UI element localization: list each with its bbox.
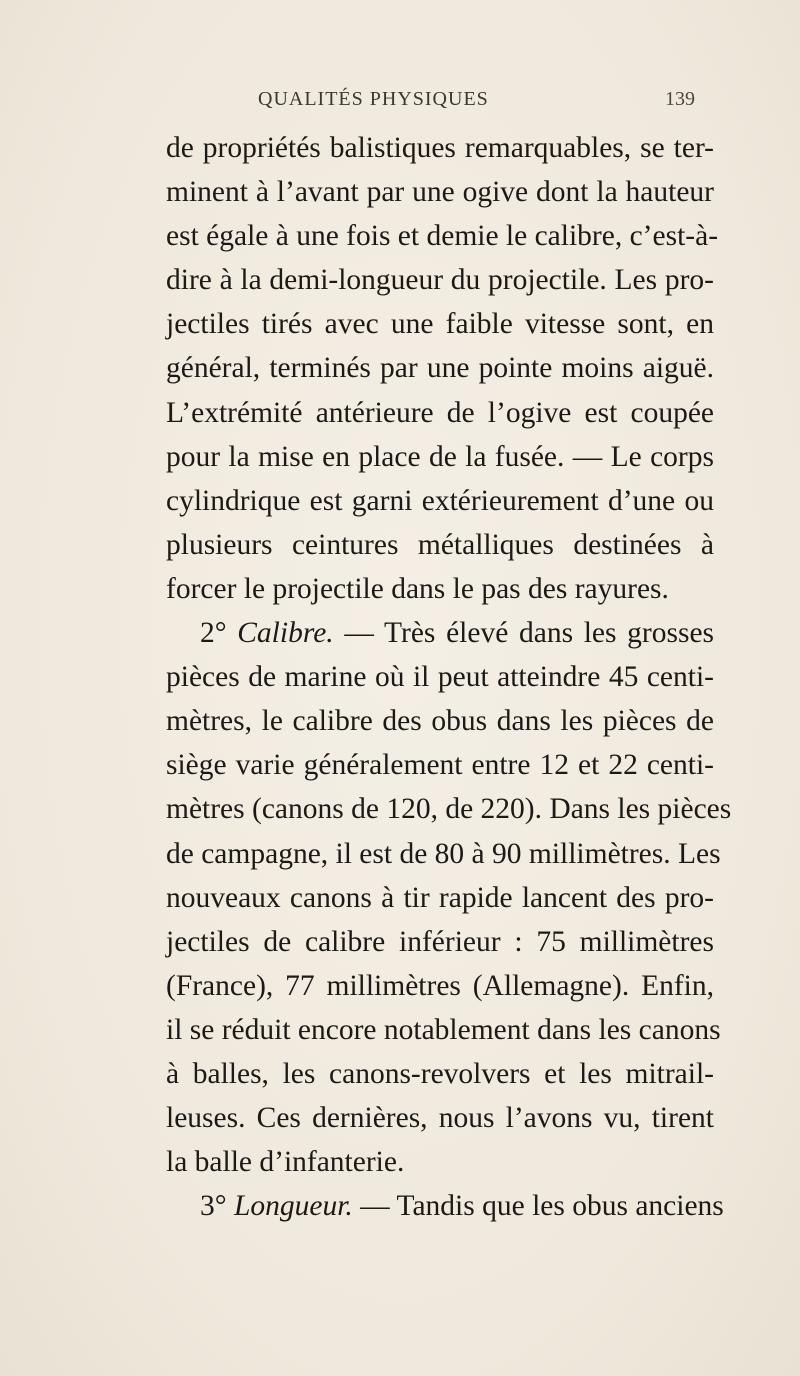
section-line-calibre (166, 611, 714, 655)
text-line: forcer le projectile dans le pas des rayures. (166, 572, 669, 605)
text-line: jectiles de calibre inférieur : 75 millimètres (166, 925, 714, 958)
text-line: jectiles tirés avec une faible vitesse sont, en (166, 308, 714, 341)
text-line: mètres (canons de 120, de 220). Dans les pièces (166, 793, 732, 826)
text-line: est égale à une fois et demie le calibre, c’est-à- (166, 220, 719, 253)
text-line: nouveaux canons à tir rapide lancent des pro- (166, 881, 714, 914)
section-text: — Tandis que les obus anciens (360, 1190, 724, 1223)
text-line: il se réduit encore notablement dans les canons (166, 1013, 721, 1046)
text-line: dire à la demi-longueur du projectile. Les pro- (166, 264, 714, 297)
body-text (166, 126, 732, 1228)
text-line: de campagne, il est de 80 à 90 millimètres. Les (166, 837, 721, 870)
text-line: à balles, les canons-revolvers et les mitrail- (166, 1057, 714, 1090)
text-line: cylindrique est garni extérieurement d’une ou (166, 484, 714, 517)
text-line: la balle d’infanterie. (166, 1146, 405, 1179)
text-line: minent à l’avant par une ogive dont la hauteur (166, 176, 714, 209)
page-header (0, 88, 800, 118)
section-number: 3° (200, 1190, 227, 1223)
section-heading-longueur: Longueur. (233, 1190, 353, 1223)
text-line: de propriétés balistiques remarquables, se ter- (166, 132, 714, 164)
page-number: 139 (665, 88, 695, 110)
text-line: général, terminés par une pointe moins aiguë. (166, 352, 714, 385)
section-line-longueur (166, 1184, 724, 1228)
text-line: plusieurs ceintures métalliques destinées à (166, 528, 714, 561)
text-line: (France), 77 millimètres (Allemagne). Enfin, (166, 969, 714, 1002)
section-text: — Très élevé dans les grosses (344, 617, 715, 650)
section-number: 2° (200, 617, 227, 650)
section-heading-calibre: Calibre. (237, 617, 334, 650)
running-title: QUALITÉS PHYSIQUES (258, 88, 489, 110)
text-line: pour la mise en place de la fusée. — Le corps (166, 440, 714, 473)
text-line: siège varie généralement entre 12 et 22 centi- (166, 749, 714, 782)
text-line: leuses. Ces dernières, nous l’avons vu, tirent (166, 1102, 714, 1135)
text-line: pièces de marine où il peut atteindre 45 centi- (166, 661, 714, 694)
text-line: mètres, le calibre des obus dans les pièces de (166, 705, 714, 738)
text-line: L’extrémité antérieure de l’ogive est coupée (166, 396, 714, 429)
